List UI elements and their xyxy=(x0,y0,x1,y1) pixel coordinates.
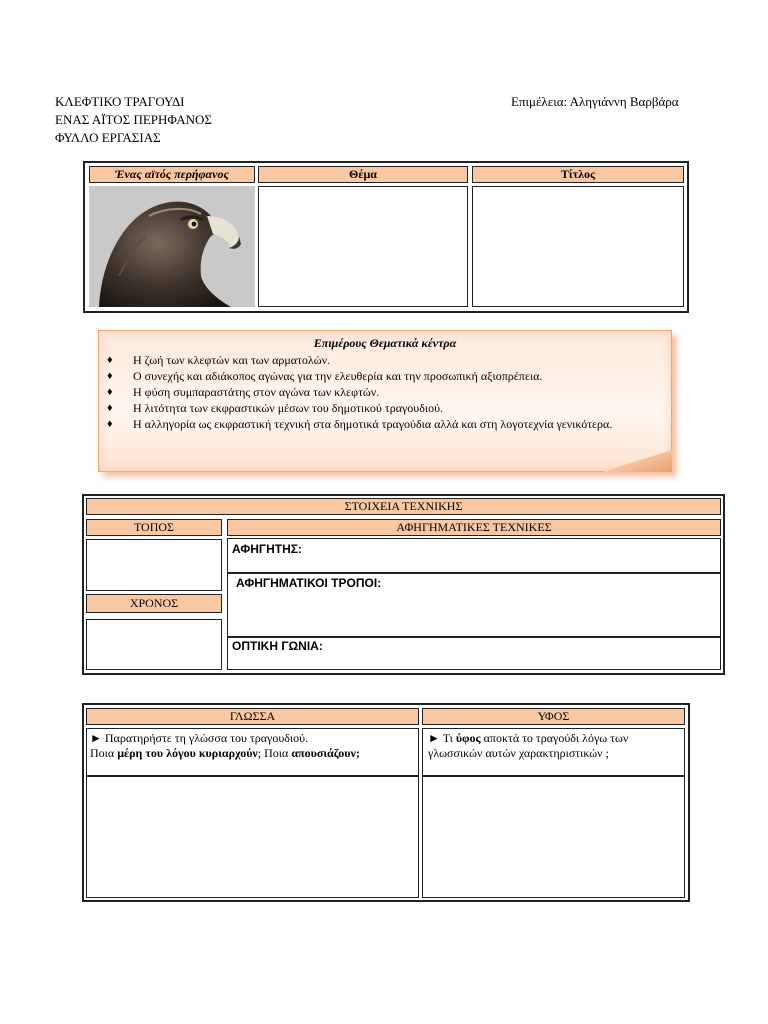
title-column-header: Τίτλος xyxy=(472,166,684,183)
style-question-line-1: ► Τι ύφος αποκτά το τραγούδι λόγω των xyxy=(428,731,629,745)
diamond-bullet-icon: ♦ xyxy=(107,370,113,382)
thematic-centers-title: Επιμέρους Θεματικά κέντρα xyxy=(313,336,457,350)
thematic-centers-list xyxy=(107,352,667,432)
point-of-view-answer-box[interactable] xyxy=(227,637,721,670)
arrow-right-icon: ► xyxy=(428,731,440,745)
theme-answer-box[interactable] xyxy=(258,186,468,307)
place-header: ΤΟΠΟΣ xyxy=(86,519,222,536)
page-curl-decoration xyxy=(602,450,672,472)
language-answer-box[interactable] xyxy=(86,776,419,898)
title-line-2: ΕΝΑΣ ΑΪΤΟΣ ΠΕΡΗΦΑΝΟΣ xyxy=(55,112,213,127)
narrator-label: ΑΦΗΓΗΤΗΣ: xyxy=(232,542,302,556)
style-question-box xyxy=(422,728,685,776)
title-line-3: ΦΥΛΛΟ ΕΡΓΑΣΙΑΣ xyxy=(55,130,161,145)
diamond-bullet-icon: ♦ xyxy=(107,386,113,398)
style-header: ΥΦΟΣ xyxy=(422,708,685,725)
diamond-bullet-icon: ♦ xyxy=(107,402,113,414)
eagle-column-header: Ένας αϊτός περήφανος xyxy=(89,166,255,183)
technique-header: ΣΤΟΙΧΕΙΑ ΤΕΧΝΙΚΗΣ xyxy=(86,498,721,515)
thematic-centers-note xyxy=(98,330,672,472)
time-answer-box[interactable] xyxy=(86,619,222,670)
title-line-1: ΚΛΕΦΤΙΚΟ ΤΡΑΓΟΥΔΙ xyxy=(55,94,185,109)
language-header: ΓΛΩΣΣΑ xyxy=(86,708,419,725)
narrative-modes-label: ΑΦΗΓΗΜΑΤΙΚΟΙ ΤΡΟΠΟΙ: xyxy=(236,576,382,590)
language-question-1: ► Παρατηρήστε τη γλώσσα του τραγουδιού. xyxy=(90,731,309,745)
place-answer-box[interactable] xyxy=(86,539,222,591)
time-header: ΧΡΟΝΟΣ xyxy=(86,594,222,613)
narrative-modes-answer-box[interactable] xyxy=(227,573,721,637)
list-item: ♦ Η ζωή των κλεφτών και των αρματολών. xyxy=(107,353,331,367)
style-question-line-2: γλωσσικών αυτών χαρακτηριστικών ; xyxy=(428,746,609,760)
theme-column-header: Θέμα xyxy=(258,166,468,183)
arrow-right-icon: ► xyxy=(90,731,102,745)
style-answer-box[interactable] xyxy=(422,776,685,898)
eagle-image xyxy=(89,186,255,307)
narrator-answer-box[interactable] xyxy=(227,538,721,573)
language-question-box xyxy=(86,728,419,776)
editor-credit: Επιμέλεια: Αληγιάννη Βαρβάρα xyxy=(511,94,679,109)
narrative-techniques-header: ΑΦΗΓΗΜΑΤΙΚΕΣ ΤΕΧΝΙΚΕΣ xyxy=(227,519,721,536)
language-question-2: Ποια μέρη του λόγου κυριαρχούν; Ποια απουσιάζουν; xyxy=(90,746,360,760)
list-item: ♦ Η αλληγορία ως εκφραστική τεχνική στα δημοτικά τραγούδια αλλά και στη λογοτεχνία γενικότερα. xyxy=(107,417,613,431)
list-item: ♦ Ο συνεχής και αδιάκοπος αγώνας για την ελευθερία και την προσωπική αξιοπρέπεια. xyxy=(107,369,543,383)
diamond-bullet-icon: ♦ xyxy=(107,354,113,366)
list-item: ♦ Η λιτότητα των εκφραστικών μέσων του δημοτικού τραγουδιού. xyxy=(107,401,444,415)
title-answer-box[interactable] xyxy=(472,186,684,307)
point-of-view-label: ΟΠΤΙΚΗ ΓΩΝΙΑ: xyxy=(232,639,323,653)
list-item: ♦ Η φύση συμπαραστάτης στον αγώνα των κλεφτών. xyxy=(107,385,380,399)
diamond-bullet-icon: ♦ xyxy=(107,418,113,430)
